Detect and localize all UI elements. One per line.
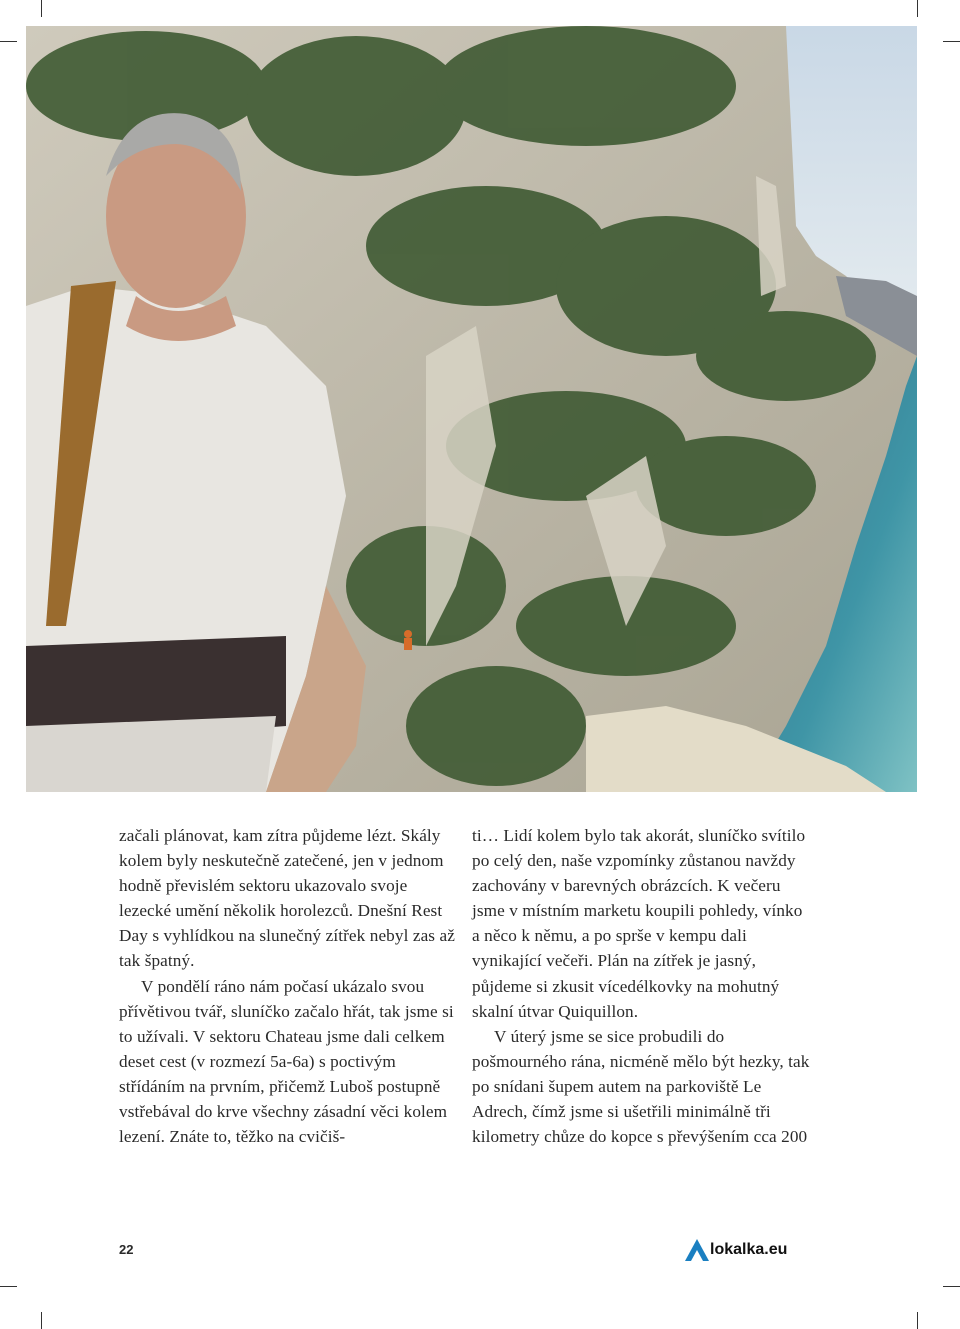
crop-mark	[917, 1312, 918, 1329]
crop-mark	[943, 1286, 960, 1287]
crop-mark	[41, 0, 42, 17]
logo-text: lokalka.eu	[710, 1241, 788, 1258]
mountain-icon	[685, 1239, 709, 1261]
paragraph: začali plánovat, kam zítra půjdeme lézt. Skály kolem byly neskutečně zatečené, jen v jednom hodně převislém sektoru ukazovalo svoje lezecké umění několik horolezců. Dnešní Rest Day s vyhlídkou na slunečný zítřek nebyl zas až tak špatný.	[119, 826, 455, 971]
paragraph: V úterý jsme se sice probudili do pošmourného rána, nicméně mělo být hezky, tak po snídani šupem autem na parkoviště Le Adrech, čímž jsme si ušetřili minimálně tři kilometry chůze do kopce s převýšením cca 200	[472, 1026, 810, 1147]
crop-mark	[917, 0, 918, 17]
crop-mark	[0, 41, 17, 42]
text-column-right	[472, 823, 812, 1149]
lokalka-logo	[685, 1238, 787, 1262]
crop-mark	[41, 1312, 42, 1329]
paragraph: ti… Lidí kolem bylo tak akorát, sluníčko svítilo po celý den, naše vzpomínky zůstanou navždy zachovány v barevných obrázcích. K večeru jsme v místním marketu koupili pohledy, vínko a něco k němu, a po sprše v kempu dali vynikající večeři. Plán na zítřek je jasný, půjdeme si zkusit vícedélkovky na mohutný skalní útvar Quiquillon.	[472, 826, 806, 1021]
photo-illustration	[26, 26, 917, 792]
crop-mark	[0, 1286, 17, 1287]
text-column-left	[119, 823, 459, 1149]
paragraph: V pondělí ráno nám počasí ukázalo svou přívětivou tvář, sluníčko začalo hřát, tak jsme si to užívali. V sektoru Chateau jsme dali celkem deset cest (v rozmezí 5a-6a) s poctivým střídáním na prvním, přičemž Luboš postupně vstřebával do krve všechny zásadní věci kolem lezení. Znáte to, těžko na cvičiš-	[119, 976, 454, 1147]
climbing-photo	[26, 26, 917, 792]
page-number: 22	[119, 1242, 134, 1257]
crop-mark	[943, 41, 960, 42]
